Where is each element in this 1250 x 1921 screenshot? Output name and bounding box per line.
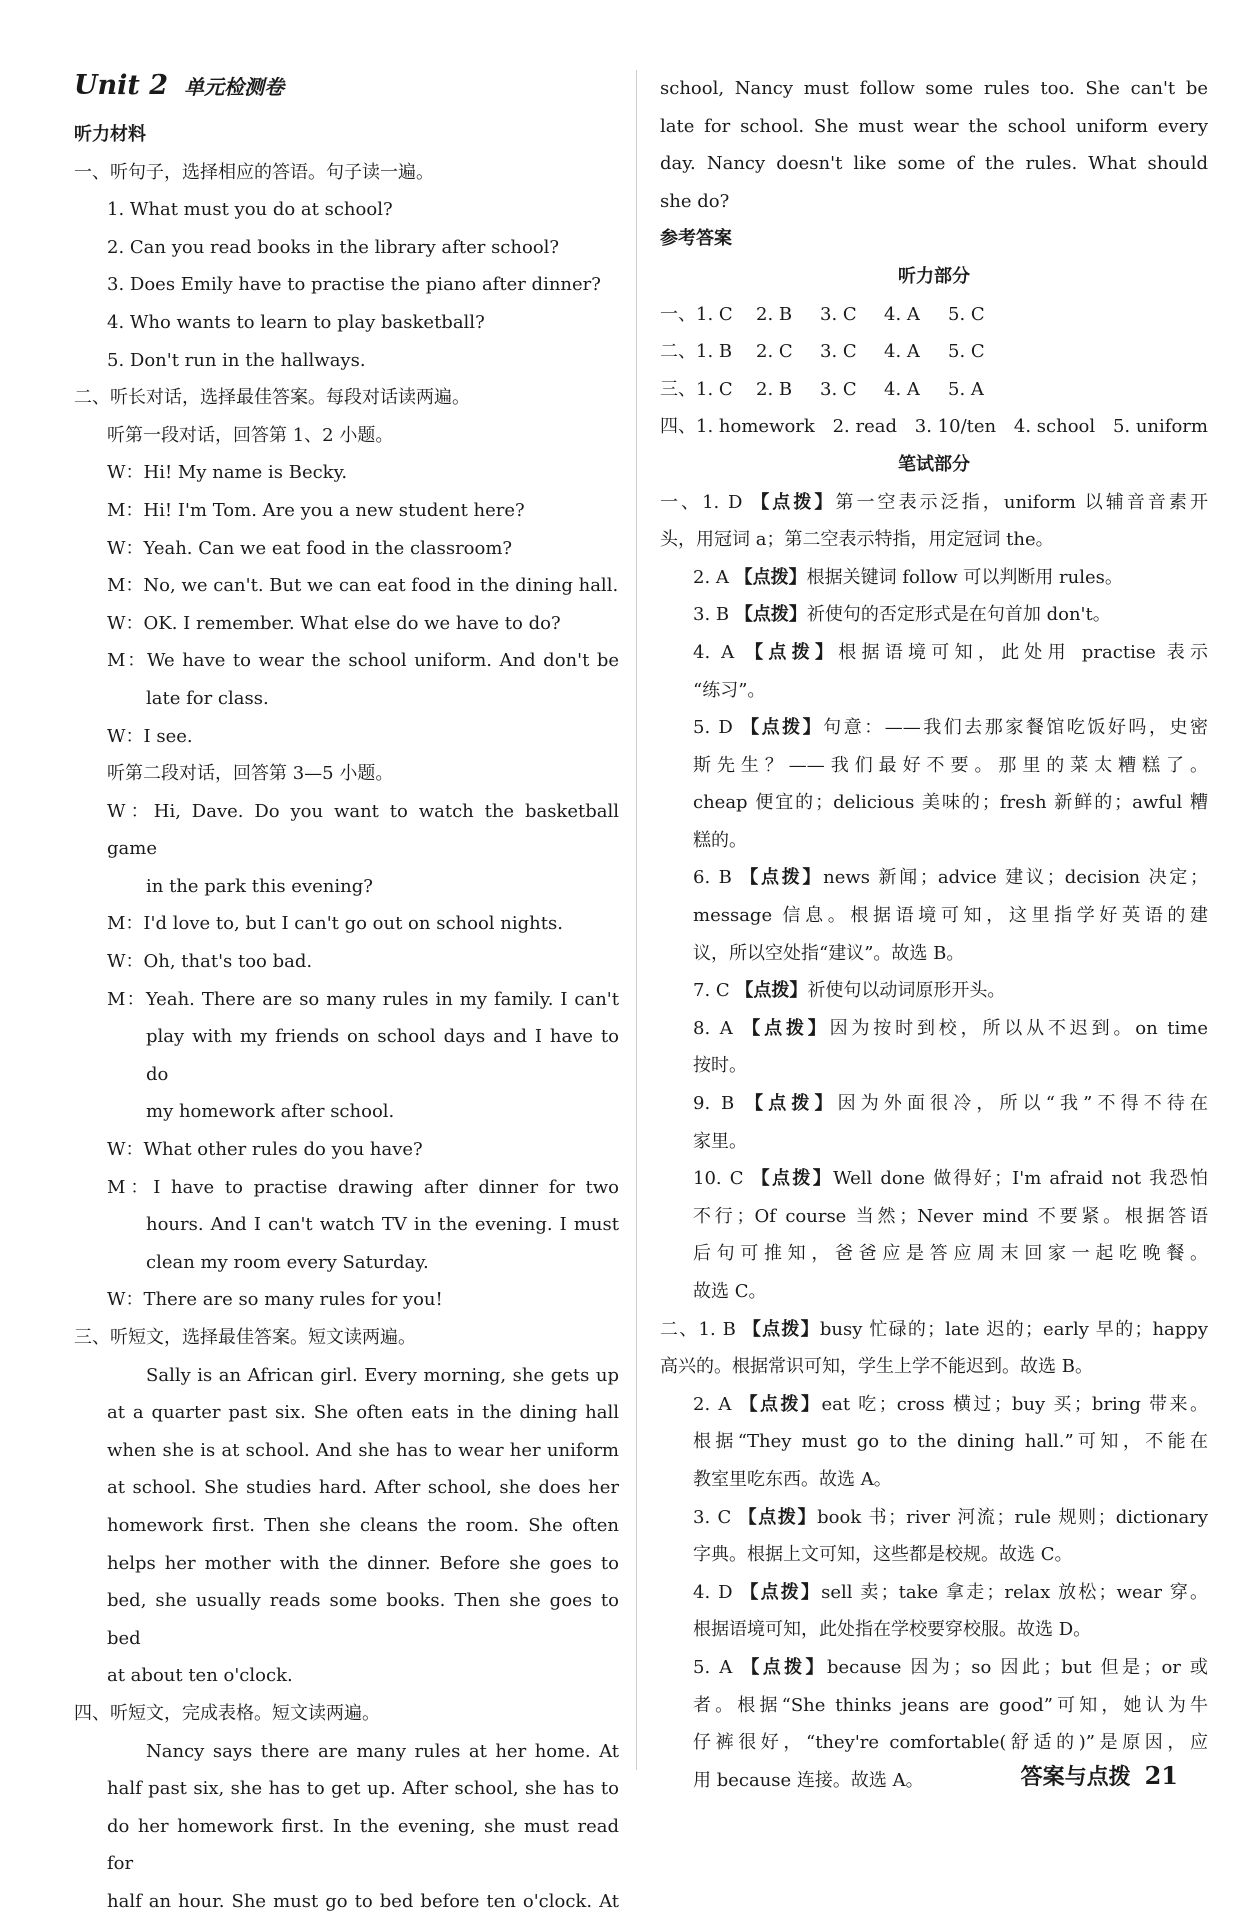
text-line: 听第一段对话，回答第 1、2 小题。 <box>107 424 394 446</box>
listening-answers <box>660 296 1208 409</box>
text-line: at school. She studies hard. After school, she does her <box>107 1477 619 1499</box>
answer-explanation: Well done 做得好；I'm afraid not 我恐怕 <box>833 1168 1208 1190</box>
answer-explanation: 第一空表示泛指，uniform 以辅音音素开 <box>835 491 1208 513</box>
text-line: at a quarter past six. She often eats in the dining hall <box>107 1402 619 1424</box>
answer-explanation: 用 because 连接。故选 A。 <box>693 1769 924 1791</box>
text-line: W：Hi, Dave. Do you want to watch the basketball game <box>107 800 619 860</box>
text-line: school, Nancy must follow some rules too. She can't be <box>660 78 1208 99</box>
answer-line <box>660 1123 1208 1161</box>
answer-line <box>660 1235 1208 1273</box>
section-heading: 一、听句子，选择相应的答语。句子读一遍。 <box>74 161 434 183</box>
answer-explanation: cheap 便宜的；delicious 美味的；fresh 新鲜的；awful 糟 <box>693 792 1208 814</box>
listening-material <box>74 154 619 1921</box>
text-line: bed, she usually reads some books. Then she goes to bed <box>107 1590 619 1649</box>
answer-item: 4. school <box>1013 416 1096 438</box>
left-column <box>74 70 619 1921</box>
text-line: W：OK. I remember. What else do we have to do? <box>107 612 561 634</box>
answer-item: 4. A <box>884 303 920 325</box>
hint-tag: 【点拨】 <box>745 641 839 663</box>
answer-line <box>660 859 1208 897</box>
answer-explanation: 教室里吃东西。故选 A。 <box>693 1468 892 1490</box>
page-number: 21 <box>1144 1761 1178 1790</box>
answer-line <box>660 935 1208 973</box>
text-line: M：I have to practise drawing after dinner for two <box>107 1176 619 1198</box>
text-line: W：Oh, that's too bad. <box>107 951 313 973</box>
hint-tag: 【点拨】 <box>734 604 807 626</box>
answer-item: 5. uniform <box>1112 416 1208 438</box>
text-line: half an hour. She must go to bed before ten o'clock. At <box>107 1890 619 1912</box>
text-line: late for school. She must wear the school uniform every <box>660 115 1208 137</box>
hint-tag: 【点拨】 <box>742 1318 820 1340</box>
answer-row <box>660 333 1208 371</box>
answer-line <box>660 1499 1208 1537</box>
footer-label: 答案与点拨 <box>1020 1765 1131 1790</box>
text-line: 3. Does Emily have to practise the piano after dinner? <box>107 274 601 296</box>
text-line: M：We have to wear the school uniform. And don't be <box>107 650 619 672</box>
answer-item: 2. B <box>756 303 793 325</box>
answer-line <box>660 1649 1208 1687</box>
answer-number: 2. A <box>693 1393 740 1415</box>
answer-item: 4. A <box>884 341 920 363</box>
hint-tag: 【点拨】 <box>739 1393 822 1415</box>
hint-tag: 【点拨】 <box>742 1017 830 1039</box>
text-line: half past six, she has to get up. After school, she has to <box>107 1778 619 1800</box>
text-line: hours. And I can't watch TV in the evening. I must <box>146 1214 619 1236</box>
answer-line <box>660 1574 1208 1612</box>
hint-tag: 【点拨】 <box>751 491 836 513</box>
answer-number: 4. D <box>693 1581 741 1603</box>
unit-header <box>74 70 619 116</box>
text-line: do her homework first. In the evening, she must read for <box>107 1815 619 1875</box>
answer-explanation: 祈使句以动词原形开头。 <box>807 980 1006 1002</box>
answer-item: 3. C <box>820 378 857 400</box>
answer-explanation: 因为外面很冷，所以“我”不得不待在 <box>837 1093 1208 1115</box>
answer-number: 5. A <box>693 1656 742 1678</box>
answer-line <box>660 1461 1208 1499</box>
answer-row <box>660 296 1208 334</box>
text-line: W：I see. <box>107 725 193 747</box>
answer-explanation: 祈使句的否定形式是在句首加 don't。 <box>806 604 1111 626</box>
answers-heading: 参考答案 <box>660 228 732 250</box>
hint-tag: 【点拨】 <box>751 1168 834 1190</box>
answer-item: 三、1. C <box>660 378 733 400</box>
answer-explanation: 因为按时到校，所以从不迟到。on time <box>829 1017 1208 1039</box>
answer-explanation: 根据“They must go to the dining hall.”可知，不能在 <box>693 1431 1208 1453</box>
hint-tag: 【点拨】 <box>741 1656 827 1678</box>
text-line: Sally is an African girl. Every morning, she gets up <box>146 1364 619 1386</box>
answer-explanation: “练习”。 <box>693 679 766 701</box>
page-footer <box>1021 1760 1178 1791</box>
answer-item: 一、1. C <box>660 303 733 325</box>
answer-explanation: eat 吃；cross 横过；buy 买；bring 带来。 <box>821 1393 1208 1415</box>
answer-number: 5. D <box>693 717 742 739</box>
answer-explanation: 故选 C。 <box>693 1281 767 1302</box>
answer-line <box>660 1273 1208 1311</box>
answer-number: 二、1. B <box>660 1318 743 1340</box>
written-part-heading: 笔试部分 <box>898 453 970 475</box>
answer-line <box>660 897 1208 935</box>
answer-explanation: book 书；river 河流；rule 规则；dictionary <box>817 1506 1208 1528</box>
text-line: 1. What must you do at school? <box>107 199 393 221</box>
text-line: W：There are so many rules for you! <box>107 1289 443 1311</box>
text-line: 听第二段对话，回答第 3—5 小题。 <box>107 763 394 785</box>
answer-explanation: 议，所以空处指“建议”。故选 B。 <box>693 942 965 964</box>
answer-explanation: 糕的。 <box>693 829 747 851</box>
answer-line <box>660 1160 1208 1198</box>
text-line: in the park this evening? <box>146 875 373 897</box>
text-line: my homework after school. <box>146 1101 395 1123</box>
answer-item: 3. C <box>820 341 857 363</box>
text-line: 5. Don't run in the hallways. <box>107 349 366 371</box>
answer-line <box>660 1423 1208 1461</box>
answer-number: 2. A <box>693 566 735 588</box>
answer-item: 二、1. B <box>660 341 733 363</box>
text-line: M：Hi! I'm Tom. Are you a new student here? <box>107 499 525 521</box>
answer-number: 6. B <box>693 867 741 889</box>
answer-explanation: 仔裤很好，“they're comfortable(舒适的)”是原因，应 <box>693 1732 1208 1754</box>
text-line: M：Yeah. There are so many rules in my family. I can't <box>107 988 619 1010</box>
answer-explanation: 根据语境可知，此处指在学校要穿校服。故选 D。 <box>693 1619 1092 1641</box>
answer-number: 9. B <box>693 1093 746 1115</box>
answer-line <box>660 484 1208 522</box>
text-line: late for class. <box>146 687 269 709</box>
answer-explanation: sell 卖；take 拿走；relax 放松；wear 穿。 <box>821 1581 1208 1603</box>
hint-tag: 【点拨】 <box>740 867 824 889</box>
answer-explanation: 后句可推知，爸爸应是答应周末回家一起吃晚餐。 <box>693 1243 1208 1265</box>
answer-explanation: 头，用冠词 a；第二空表示特指，用定冠词 the。 <box>660 529 1054 551</box>
text-line: when she is at school. And she has to wear her uniform <box>107 1439 619 1461</box>
answer-item: 四、1. homework <box>660 416 815 438</box>
answer-explanation: 字典。根据上文可知，这些都是校规。故选 C。 <box>693 1544 1073 1566</box>
text-line: 4. Who wants to learn to play basketball? <box>107 311 485 333</box>
answer-line <box>660 1348 1208 1386</box>
text-line: helps her mother with the dinner. Before she goes to <box>107 1552 619 1574</box>
answer-explanation: 者。根据“She thinks jeans are good”可知，她认为牛 <box>693 1694 1208 1716</box>
answer-line <box>660 672 1208 710</box>
answer-line <box>660 972 1208 1010</box>
answer-item: 2. read <box>832 416 897 438</box>
written-answers <box>660 484 1208 1800</box>
passage-last-line: she do? <box>660 190 730 212</box>
answer-number: 7. C <box>693 980 736 1002</box>
answer-item: 4. A <box>884 378 920 400</box>
answer-line <box>660 784 1208 822</box>
answer-number: 一、1. D <box>660 491 752 513</box>
hint-tag: 【点拨】 <box>735 980 808 1002</box>
text-line: W：What other rules do you have? <box>107 1139 423 1161</box>
answer-explanation: 斯先生？——我们最好不要。那里的菜太糟糕了。 <box>693 754 1208 776</box>
answer-item: 5. C <box>948 303 985 325</box>
answer-line <box>660 596 1208 634</box>
text-line: day. Nancy doesn't like some of the rules. What should <box>660 153 1208 175</box>
text-line: M：I'd love to, but I can't go out on school nights. <box>107 913 563 935</box>
answer-number: 10. C <box>693 1168 752 1190</box>
answer-line <box>660 709 1208 747</box>
answer-explanation: 根据关键词 follow 可以判断用 rules。 <box>806 566 1123 588</box>
answer-number: 3. B <box>693 604 735 626</box>
listening-passage-continued <box>660 70 1208 183</box>
answer-line <box>660 747 1208 785</box>
answer-line <box>660 1198 1208 1236</box>
answer-line <box>660 1311 1208 1349</box>
answer-explanation: news 新闻；advice 建议；decision 决定； <box>823 867 1208 889</box>
hint-tag: 【点拨】 <box>740 1581 822 1603</box>
answer-explanation: 按时。 <box>693 1055 747 1077</box>
answer-item: 2. C <box>756 341 793 363</box>
answer-explanation: 句意：——我们去那家餐馆吃饭好吗，史密 <box>823 717 1208 739</box>
answer-explanation: busy 忙碌的；late 迟的；early 早的；happy <box>819 1318 1208 1340</box>
text-line: at about ten o'clock. <box>107 1665 293 1687</box>
answer-explanation: 根据语境可知，此处用 practise 表示 <box>838 641 1208 663</box>
hint-tag: 【点拨】 <box>738 1506 818 1528</box>
text-line: W：Yeah. Can we eat food in the classroom? <box>107 537 513 559</box>
answer-line <box>660 1724 1208 1762</box>
section-heading: 四、听短文，完成表格。短文读两遍。 <box>74 1702 380 1724</box>
answer-line <box>660 1536 1208 1574</box>
answer-line <box>660 1611 1208 1649</box>
answer-item: 5. A <box>948 378 984 400</box>
answer-line <box>660 1085 1208 1123</box>
answer-line <box>660 822 1208 860</box>
answer-explanation: because 因为；so 因此；but 但是；or 或 <box>826 1656 1208 1678</box>
answer-explanation: message 信息。根据语境可知，这里指学好英语的建 <box>693 905 1208 927</box>
answer-line <box>660 559 1208 597</box>
answer-number: 3. C <box>693 1506 739 1528</box>
listening-part-heading: 听力部分 <box>898 265 970 287</box>
hint-tag: 【点拨】 <box>745 1093 838 1115</box>
answer-item: 2. B <box>756 378 793 400</box>
fill-answers-row <box>660 408 1208 446</box>
answer-line <box>660 634 1208 672</box>
answer-item: 3. 10/ten <box>914 416 997 438</box>
answer-number: 8. A <box>693 1017 743 1039</box>
answer-explanation: 不行；Of course 当然；Never mind 不要紧。根据答语 <box>693 1205 1208 1227</box>
answer-line <box>660 1386 1208 1424</box>
listening-material-heading: 听力材料 <box>74 124 146 145</box>
text-line: Nancy says there are many rules at her home. At <box>146 1740 619 1762</box>
answer-line <box>660 1010 1208 1048</box>
unit-title: Unit 2 <box>74 70 169 101</box>
right-column <box>660 70 1208 1799</box>
answer-item: 5. C <box>948 341 985 363</box>
section-heading: 三、听短文，选择最佳答案。短文读两遍。 <box>74 1327 416 1348</box>
text-line: clean my room every Saturday. <box>146 1251 429 1273</box>
column-divider <box>636 70 637 1770</box>
unit-subtitle: 单元检测卷 <box>184 75 285 99</box>
text-line: 2. Can you read books in the library after school? <box>107 236 560 258</box>
answer-row <box>660 371 1208 409</box>
text-line: M：No, we can't. But we can eat food in the dining hall. <box>107 575 619 597</box>
answer-line <box>660 1047 1208 1085</box>
answer-line <box>660 521 1208 559</box>
text-line: W：Hi! My name is Becky. <box>107 462 348 484</box>
answer-explanation: 家里。 <box>693 1130 747 1152</box>
answer-item: 3. C <box>820 303 857 325</box>
section-heading: 二、听长对话，选择最佳答案。每段对话读两遍。 <box>74 387 470 409</box>
hint-tag: 【点拨】 <box>741 717 824 739</box>
text-line: play with my friends on school days and I have to do <box>146 1026 619 1085</box>
answer-line <box>660 1687 1208 1725</box>
hint-tag: 【点拨】 <box>734 566 807 588</box>
text-line: homework first. Then she cleans the room. She often <box>107 1514 619 1536</box>
answer-explanation: 高兴的。根据常识可知，学生上学不能迟到。故选 B。 <box>660 1356 1093 1378</box>
answer-number: 4. A <box>693 641 746 663</box>
